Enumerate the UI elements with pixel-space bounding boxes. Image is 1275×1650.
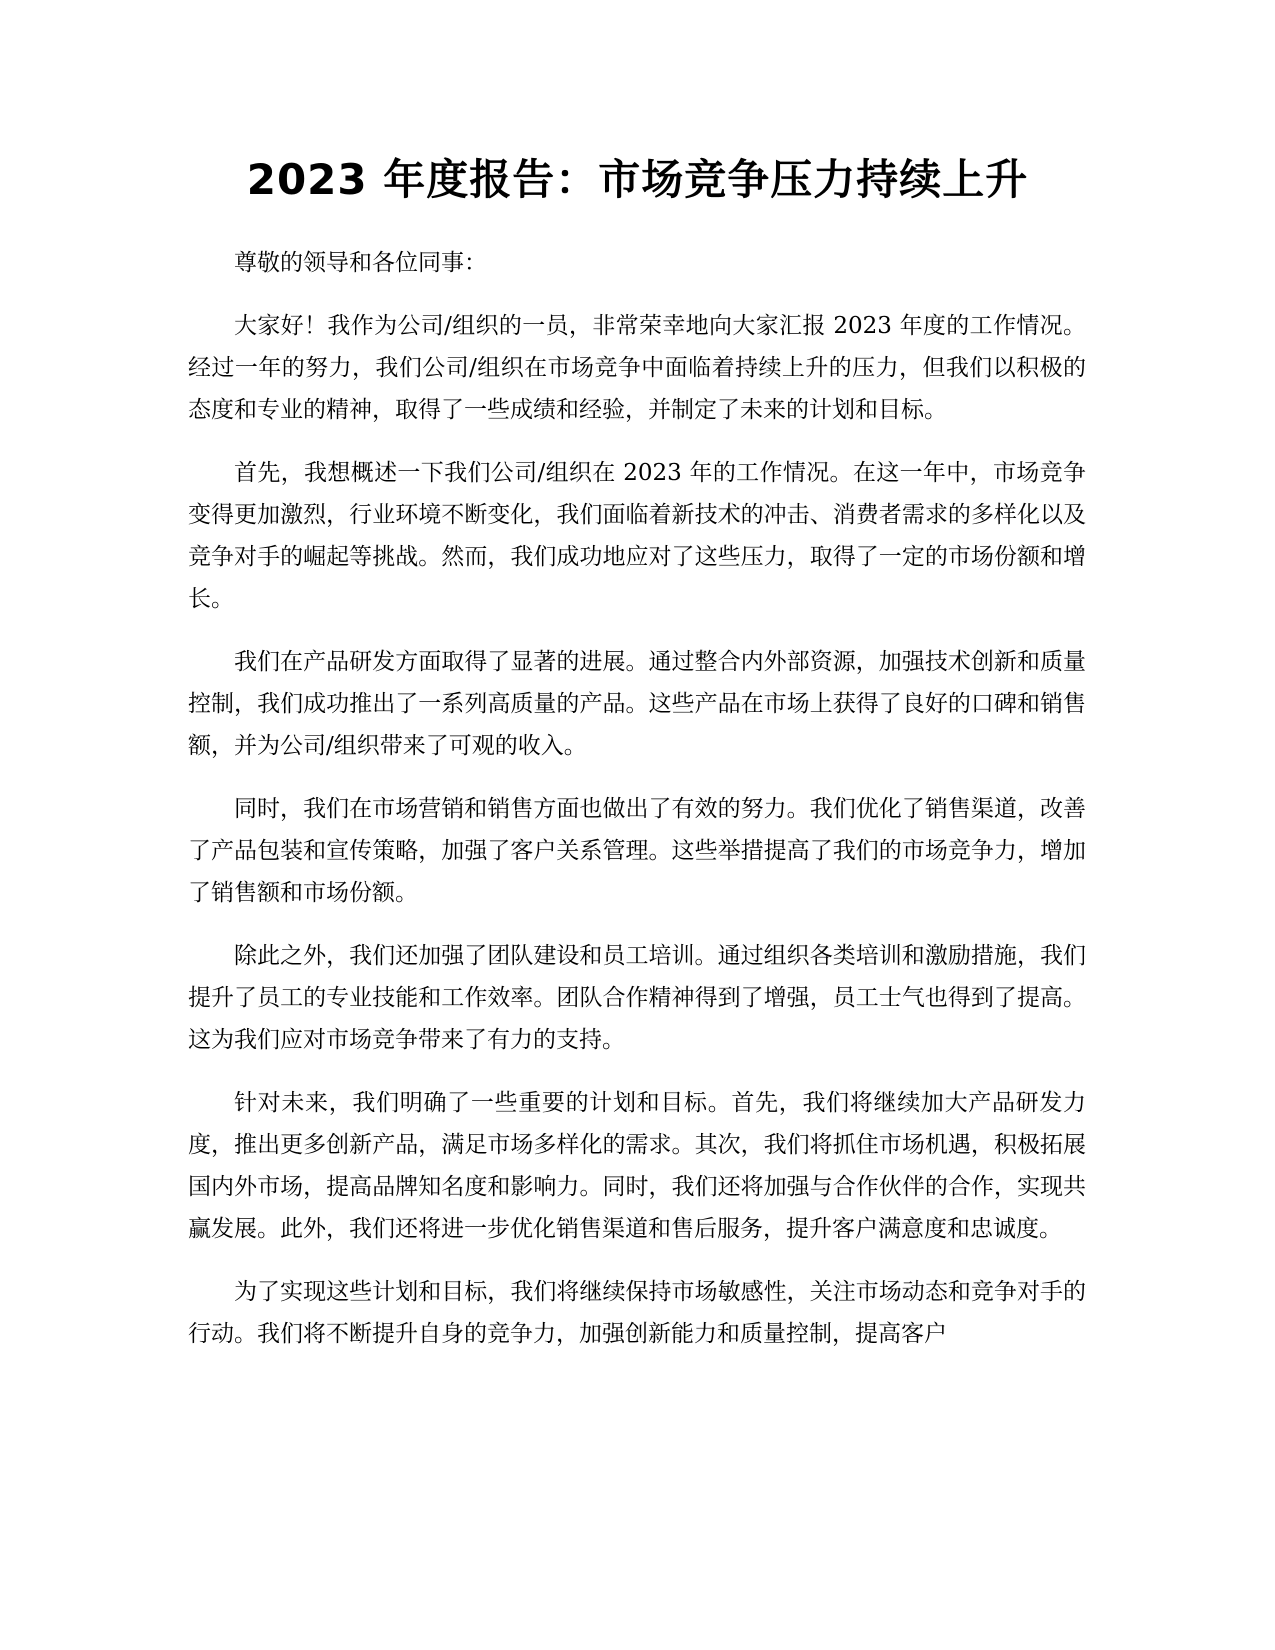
paragraph-product-rd: 我们在产品研发方面取得了显著的进展。通过整合内外部资源，加强技术创新和质量控制，我们成功推出了一系列高质量的产品。这些产品在市场上获得了良好的口碑和销售额，并为公司/组织带来了可观的收入。: [188, 649, 1086, 759]
document-title: 2023 年度报告：市场竞争压力持续上升: [246, 155, 1029, 204]
paragraph-greeting: 大家好！我作为公司/组织的一员，非常荣幸地向大家汇报 2023 年度的工作情况。经过一年的努力，我们公司/组织在市场竞争中面临着持续上升的压力，但我们以积极的态度和专业的精神，取得了一些成绩和经验，并制定了未来的计划和目标。: [188, 313, 1086, 423]
paragraph-marketing-sales: 同时，我们在市场营销和销售方面也做出了有效的努力。我们优化了销售渠道，改善了产品包装和宣传策略，加强了客户关系管理。这些举措提高了我们的市场竞争力，增加了销售额和市场份额。: [188, 796, 1086, 906]
paragraph-team-building: 除此之外，我们还加强了团队建设和员工培训。通过组织各类培训和激励措施，我们提升了员工的专业技能和工作效率。团队合作精神得到了增强，员工士气也得到了提高。这为我们应对市场竞争带来了有力的支持。: [188, 943, 1086, 1053]
paragraph-overview: 首先，我想概述一下我们公司/组织在 2023 年的工作情况。在这一年中，市场竞争变得更加激烈，行业环境不断变化，我们面临着新技术的冲击、消费者需求的多样化以及竞争对手的崛起等挑战。然而，我们成功地应对了这些压力，取得了一定的市场份额和增长。: [188, 460, 1086, 612]
paragraph-implementation: 为了实现这些计划和目标，我们将继续保持市场敏感性，关注市场动态和竞争对手的行动。我们将不断提升自身的竞争力，加强创新能力和质量控制，提高客户: [188, 1279, 1086, 1347]
document-body: [188, 242, 1086, 1376]
paragraph-future-plans: 针对未来，我们明确了一些重要的计划和目标。首先，我们将继续加大产品研发力度，推出更多创新产品，满足市场多样化的需求。其次，我们将抓住市场机遇，积极拓展国内外市场，提高品牌知名度和影响力。同时，我们还将加强与合作伙伴的合作，实现共赢发展。此外，我们还将进一步优化销售渠道和售后服务，提升客户满意度和忠诚度。: [188, 1090, 1086, 1242]
paragraph-salutation: 尊敬的领导和各位同事：: [234, 250, 487, 276]
